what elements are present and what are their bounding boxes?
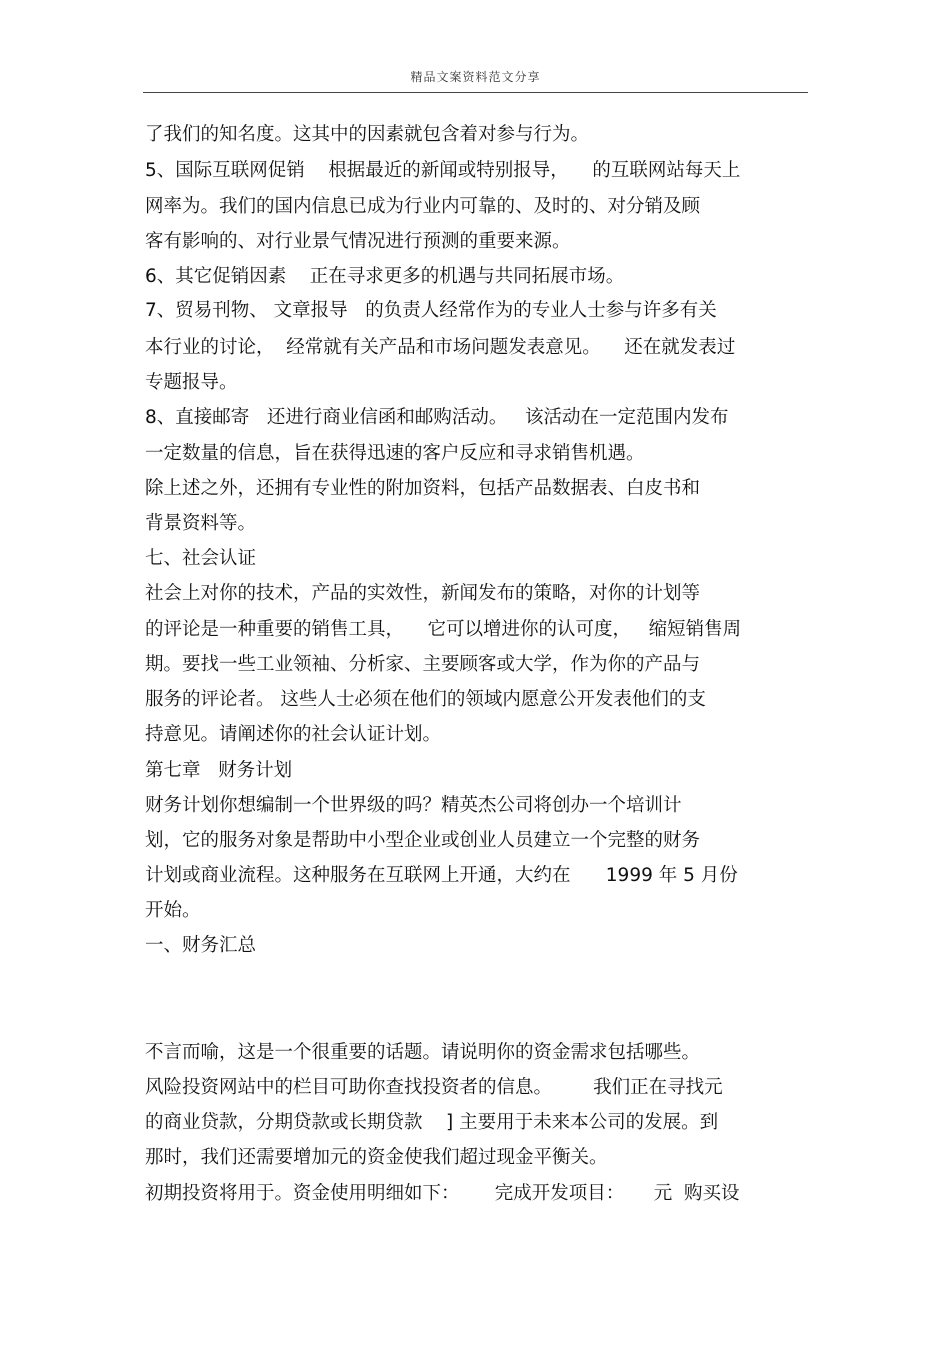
section-heading: 七、社会认证 (145, 548, 257, 569)
text-line: 期。要找一些工业领袖、分析家、主要顾客或大学，作为你的产品与 (145, 654, 701, 675)
text-line: 持意见。请阐述你的社会认证计划。 (145, 724, 442, 745)
text-line: 的评论是一种重要的销售工具， 它可以增进你的认可度， 缩短销售周 (145, 619, 742, 640)
text-line: 网率为。我们的国内信息已成为行业内可靠的、及时的、对分销及顾 (145, 196, 701, 217)
text-line: 背景资料等。 (145, 513, 257, 534)
text-line: 社会上对你的技术，产品的实效性，新闻发布的策略，对你的计划等 (145, 583, 701, 604)
text-line: 一定数量的信息，旨在获得迅速的客户反应和寻求销售机遇。 (145, 443, 645, 464)
text-line: 8、直接邮寄 还进行商业信函和邮购活动。 该活动在一定范围内发布 (145, 407, 729, 428)
text-line: 那时，我们还需要增加元的资金使我们超过现金平衡关。 (145, 1147, 608, 1168)
text-line: 服务的评论者。 这些人士必须在他们的领域内愿意公开发表他们的支 (145, 689, 706, 710)
page-header-text: 精品文案资料范文分享 (410, 70, 541, 84)
text-line: 初期投资将用于。资金使用明细如下： 完成开发项目： 元 购买设 (145, 1183, 740, 1204)
text-line: 财务计划你想编制一个世界级的吗？精英杰公司将创办一个培训计 (145, 795, 682, 816)
text-line: 的商业贷款，分期贷款或长期贷款 ] 主要用于未来本公司的发展。到 (145, 1112, 719, 1133)
section-heading: 一、财务汇总 (145, 935, 257, 956)
text-line: 6、其它促销因素 正在寻求更多的机遇与共同拓展市场。 (145, 266, 625, 287)
text-line: 7、贸易刊物、 文章报导 的负责人经常作为的专业人士参与许多有关 (145, 300, 717, 321)
chapter-heading: 第七章 财务计划 (145, 760, 293, 781)
text-line: 了我们的知名度。这其中的因素就包含着对参与行为。 (145, 124, 590, 145)
text-line: 风险投资网站中的栏目可助你查找投资者的信息。 我们正在寻找元 (145, 1077, 723, 1098)
text-line: 除上述之外，还拥有专业性的附加资料，包括产品数据表、白皮书和 (145, 478, 701, 499)
text-line: 开始。 (145, 900, 201, 921)
text-line: 客有影响的、对行业景气情况进行预测的重要来源。 (145, 231, 571, 252)
text-line: 本行业的讨论， 经常就有关产品和市场问题发表意见。 还在就发表过 (145, 337, 736, 358)
text-line: 划，它的服务对象是帮助中小型企业或创业人员建立一个完整的财务 (145, 830, 701, 851)
text-line: 5、国际互联网促销 根据最近的新闻或特别报导， 的互联网站每天上 (145, 160, 741, 181)
page-header (143, 62, 808, 93)
text-line: 不言而喻，这是一个很重要的话题。请说明你的资金需求包括哪些。 (145, 1042, 701, 1063)
text-line: 专题报导。 (145, 372, 238, 393)
text-line: 计划或商业流程。这种服务在互联网上开通，大约在 1999 年 5 月份 (145, 865, 738, 886)
